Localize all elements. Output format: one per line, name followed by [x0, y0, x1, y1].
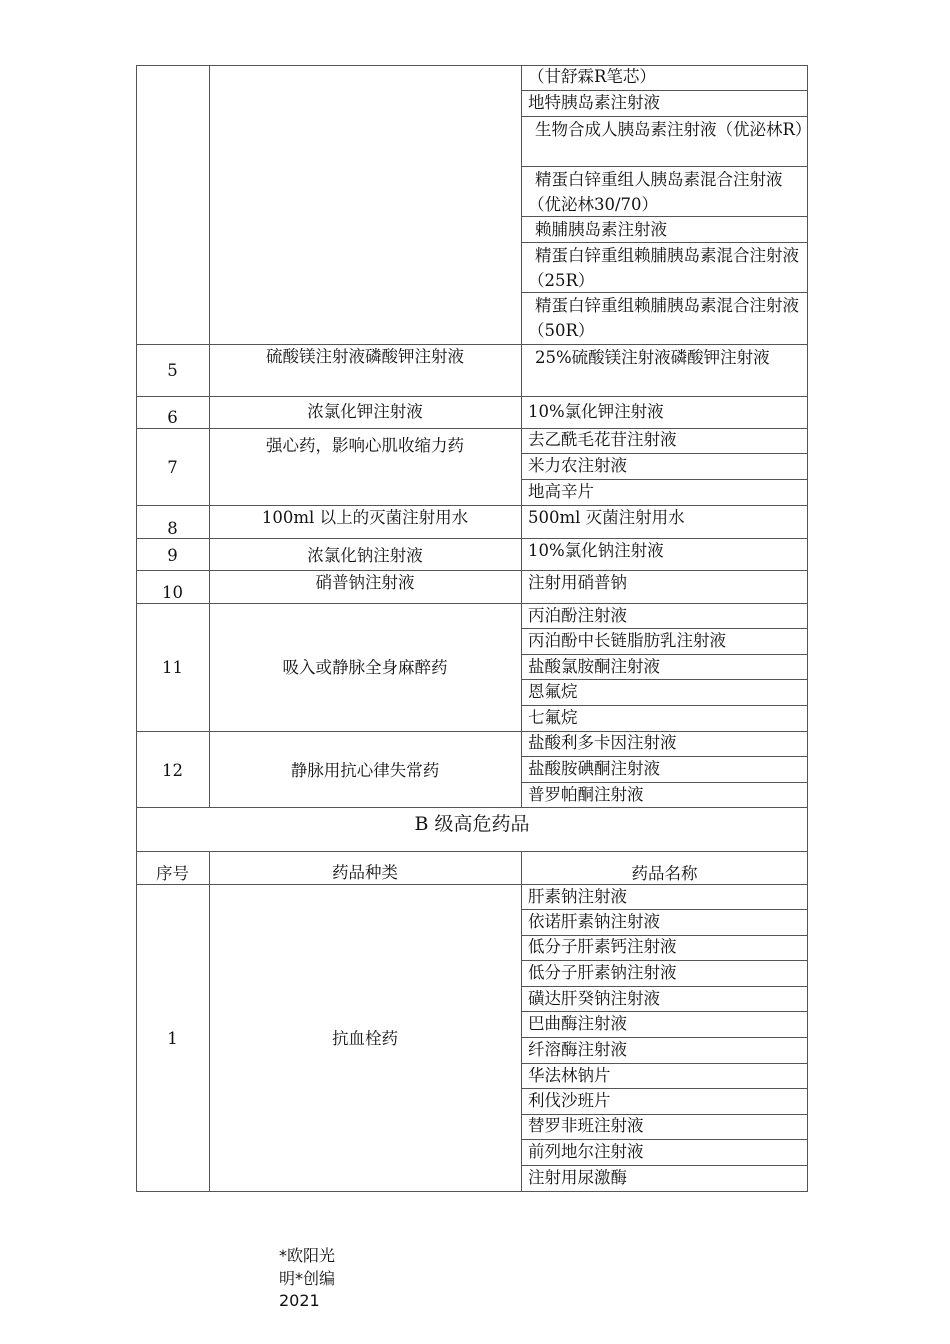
drug-category: 硝普钠注射液 — [315, 573, 415, 592]
drug-name: （甘舒霖R笔芯） — [528, 67, 656, 86]
drug-name: 纤溶酶注射液 — [528, 1040, 627, 1059]
drug-category: 强心药，影响心肌收缩力药 — [266, 436, 464, 455]
row-number: 11 — [162, 658, 183, 677]
row-line — [136, 428, 808, 429]
drug-name: 盐酸胺碘酮注射液 — [528, 759, 660, 778]
drug-name: 500ml 灭菌注射用水 — [528, 508, 685, 527]
row-line — [136, 538, 808, 539]
drug-name: 普罗帕酮注射液 — [528, 785, 644, 804]
drug-name: 盐酸氯胺酮注射液 — [528, 657, 660, 676]
footer-author-note: *欧阳光明*创编2021 — [279, 1246, 336, 1310]
drug-name: 25%硫酸镁注射液磷酸钾注射液 — [535, 348, 770, 367]
drug-name: 低分子肝素钠注射液 — [528, 963, 677, 982]
header-no: 序号 — [156, 864, 189, 883]
row-number: 9 — [167, 546, 178, 565]
drug-name: 地高辛片 — [528, 482, 594, 501]
drug-category: 抗血栓药 — [332, 1029, 398, 1048]
drug-name: 注射用尿激酶 — [528, 1168, 627, 1187]
row-line — [136, 851, 808, 852]
drug-name: 赖脯胰岛素注射液 — [535, 220, 667, 239]
drug-name: 生物合成人胰岛素注射液（优泌林R） — [535, 120, 812, 139]
drug-name: 丙泊酚注射液 — [528, 606, 627, 625]
drug-name: 10%氯化钠注射液 — [528, 541, 664, 560]
row-number: 10 — [162, 583, 183, 602]
row-number: 5 — [167, 361, 178, 380]
drug-name: 前列地尔注射液 — [528, 1142, 644, 1161]
drug-name: 恩氟烷 — [528, 682, 578, 701]
drug-name: 肝素钠注射液 — [528, 887, 627, 906]
col-divider-category-b — [521, 851, 522, 1192]
section-title: B 级高危药品 — [414, 813, 530, 835]
drug-name: 低分子肝素钙注射液 — [528, 937, 677, 956]
drug-name: 盐酸利多卡因注射液 — [528, 733, 677, 752]
header-name: 药品名称 — [631, 864, 698, 883]
drug-name: 注射用硝普钠 — [528, 573, 627, 592]
drug-name: 依诺肝素钠注射液 — [528, 912, 660, 931]
row-line — [136, 807, 808, 808]
drug-category: 浓氯化钾注射液 — [307, 402, 423, 421]
drug-name: 利伐沙班片 — [528, 1091, 611, 1110]
drug-name: 精蛋白锌重组赖脯胰岛素混合注射液（50R） — [528, 296, 799, 340]
row-line — [136, 603, 808, 604]
row-line — [136, 396, 808, 397]
drug-category: 浓氯化钠注射液 — [307, 546, 423, 565]
drug-category: 100ml 以上的灭菌注射用水 — [261, 508, 469, 527]
row-number: 1 — [167, 1029, 178, 1048]
drug-name: 七氟烷 — [528, 708, 578, 727]
drug-name: 丙泊酚中长链脂肪乳注射液 — [528, 631, 726, 650]
drug-name: 地特胰岛素注射液 — [528, 93, 660, 112]
col-divider-category — [521, 65, 522, 807]
drug-name: 10%氯化钾注射液 — [528, 402, 664, 421]
row-line — [136, 731, 808, 732]
drug-name: 去乙酰毛花苷注射液 — [528, 430, 677, 449]
header-category: 药品种类 — [332, 863, 398, 882]
row-number: 7 — [167, 458, 178, 477]
drug-category: 吸入或静脉全身麻醉药 — [282, 658, 448, 677]
drug-name: 磺达肝癸钠注射液 — [528, 989, 660, 1008]
drug-name: 替罗非班注射液 — [528, 1116, 644, 1135]
drug-name: 米力农注射液 — [528, 456, 627, 475]
drug-name: 华法林钠片 — [528, 1066, 611, 1085]
col-divider-no-b — [209, 851, 210, 1192]
drug-category: 硫酸镁注射液磷酸钾注射液 — [266, 347, 464, 366]
drug-name: 巴曲酶注射液 — [528, 1014, 627, 1033]
row-number: 6 — [167, 408, 178, 427]
drug-name: 精蛋白锌重组赖脯胰岛素混合注射液（25R） — [528, 246, 799, 290]
drug-name: 精蛋白锌重组人胰岛素混合注射液（优泌林30/70） — [528, 170, 783, 214]
row-number: 8 — [167, 519, 178, 538]
drug-category: 静脉用抗心律失常药 — [290, 761, 440, 780]
row-number: 12 — [162, 761, 183, 780]
